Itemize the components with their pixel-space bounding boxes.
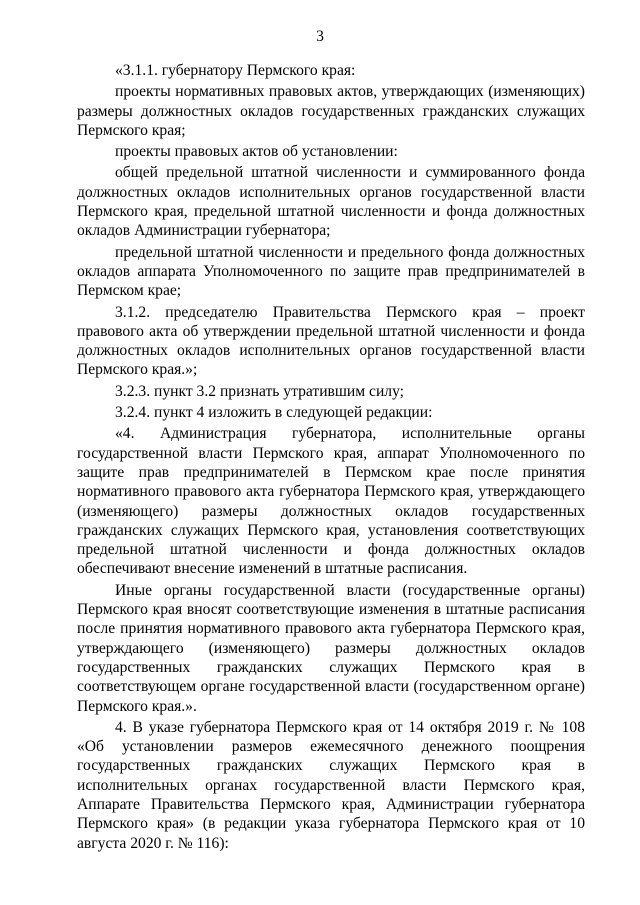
paragraph: проекты нормативных правовых актов, утверждающих (изменяющих) размеры должностных окладов государственных гражданских служащих Пермского края;	[77, 83, 585, 139]
paragraph: 3.2.4. пункт 4 изложить в следующей редакции:	[115, 404, 433, 422]
page-number: 3	[316, 28, 324, 45]
paragraph: 3.1.2. председателю Правительства Пермского края – проект правового акта об утверждении предельной штатной численности и фонда должностных окладов исполнительных органов государственной власти Пермского края.»;	[77, 303, 585, 379]
paragraph: проекты правовых актов об установлении:	[115, 143, 398, 161]
paragraph: 3.2.3. пункт 3.2 признать утратившим силу;	[115, 382, 405, 400]
paragraph: 4. В указе губернатора Пермского края от 14 октября 2019 г. № 108 «Об установлении размеров ежемесячного денежного поощрения государственных гражданских служащих Пермского края в исполнительных органах государственной власти Пермского края, Аппарате Правительства Пермского края, Администрации губернатора Пермского края» (в редакции указа губернатора Пермского края от 10 августа 2020 г. № 116):	[77, 718, 585, 852]
paragraph: «3.1.1. губернатору Пермского края:	[115, 62, 356, 79]
paragraph: «4. Администрация губернатора, исполнительные органы государственной власти Пермского края, аппарат Уполномоченного по защите прав предпринимателей в Пермском крае после принятия нормативного правового акта губернатора Пермского края, утверждающего (изменяющего) размеры должностных окладов государственных гражданских служащих Пермского края, установления соответствующих предельной штатной численности и фонда должностных окладов обеспечивают внесение изменений в штатные расписания.	[77, 425, 585, 578]
paragraph: предельной штатной численности и предельного фонда должностных окладов аппарата Уполномоченного по защите прав предпринимателей в Пермском крае;	[77, 243, 585, 300]
paragraph: Иные органы государственной власти (государственные органы) Пермского края вносят соответствующие изменения в штатные расписания после принятия нормативного правового акта губернатора Пермского края, утверждающего (изменяющего) размеры должностных окладов государственных гражданских служащих Пермского края в соответствующем органе государственной власти (государственном органе) Пермского края.».	[77, 581, 585, 715]
paragraph: общей предельной штатной численности и суммированного фонда должностных окладов исполнительных органов государственной власти Пермского края, предельной штатной численности и фонда должностных окладов Администрации губернатора;	[77, 164, 585, 240]
document-body	[77, 61, 585, 855]
